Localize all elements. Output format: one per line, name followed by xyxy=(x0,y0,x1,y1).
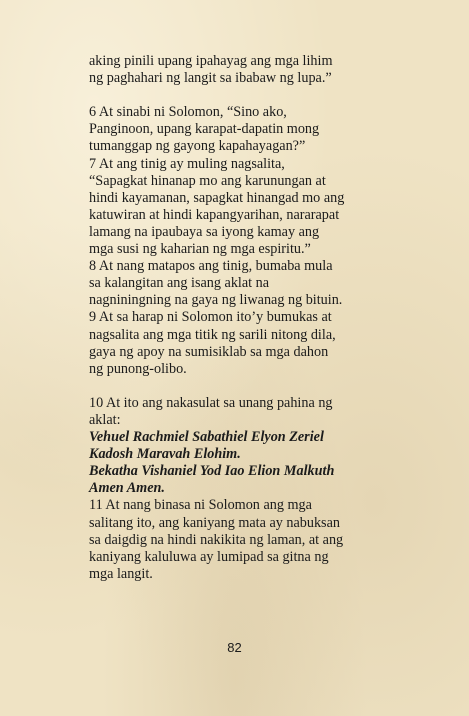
text-line: ng punong-olibo. xyxy=(89,360,187,377)
text-line: hindi kayamanan, sapagkat hinangad mo ang xyxy=(89,189,345,206)
text-line: aking pinili upang ipahayag ang mga lihim xyxy=(89,53,333,69)
text-line: 9 At sa harap ni Solomon ito’y bumukas at xyxy=(89,309,332,326)
invocation-line: Amen Amen. xyxy=(89,480,165,497)
text-line: lamang na ipaubaya sa iyong kamay ang xyxy=(89,223,320,240)
text-line: sa kalangitan ang isang aklat na xyxy=(89,275,270,292)
text-line: salitang ito, ang kaniyang mata ay nabuksan xyxy=(89,514,340,531)
text-line: “Sapagkat hinanap mo ang karunungan at xyxy=(89,172,326,189)
text-line: mga susi ng kaharian ng mga espiritu.” xyxy=(89,241,311,258)
paragraph-gap xyxy=(89,87,389,104)
invocation-line: Vehuel Rachmiel Sabathiel Elyon Zeriel xyxy=(89,429,324,446)
page-number: 82 xyxy=(227,640,242,655)
text-line: mga langit. xyxy=(89,565,153,582)
text-line: Panginoon, upang karapat-dapatin mong xyxy=(89,121,320,138)
text-line: tumanggap ng gayong kapahayagan?” xyxy=(89,138,306,155)
text-line: ng paghahari ng langit sa ibabaw ng lupa.” xyxy=(89,70,332,87)
text-line: katuwiran at hindi kapangyarihan, nararapat xyxy=(89,206,340,223)
text-line: sa daigdig na hindi nakikita ng laman, at ang xyxy=(89,531,344,548)
invocation-line: Kadosh Maravah Elohim. xyxy=(89,446,241,463)
text-line: 7 At ang tinig ay muling nagsalita, xyxy=(89,155,285,172)
text-line: 10 At ito ang nakasulat sa unang pahina ng xyxy=(89,394,333,411)
text-line: aklat: xyxy=(89,411,121,428)
text-line: 8 At nang matapos ang tinig, bumaba mula xyxy=(89,258,333,275)
paragraph-gap xyxy=(89,378,389,395)
text-line: nagniningning na gaya ng liwanag ng bituin. xyxy=(89,292,343,309)
text-line: 11 At nang binasa ni Solomon ang mga xyxy=(89,497,312,514)
invocation-line: Bekatha Vishaniel Yod Iao Elion Malkuth xyxy=(89,463,335,480)
text-line: nagsalita ang mga titik ng sarili nitong dila, xyxy=(89,326,336,343)
text-line: 6 At sinabi ni Solomon, “Sino ako, xyxy=(89,104,287,121)
body-text xyxy=(89,53,389,583)
text-line: gaya ng apoy na sumisiklab sa mga dahon xyxy=(89,343,329,360)
text-line: kaniyang kaluluwa ay lumipad sa gitna ng xyxy=(89,548,329,565)
